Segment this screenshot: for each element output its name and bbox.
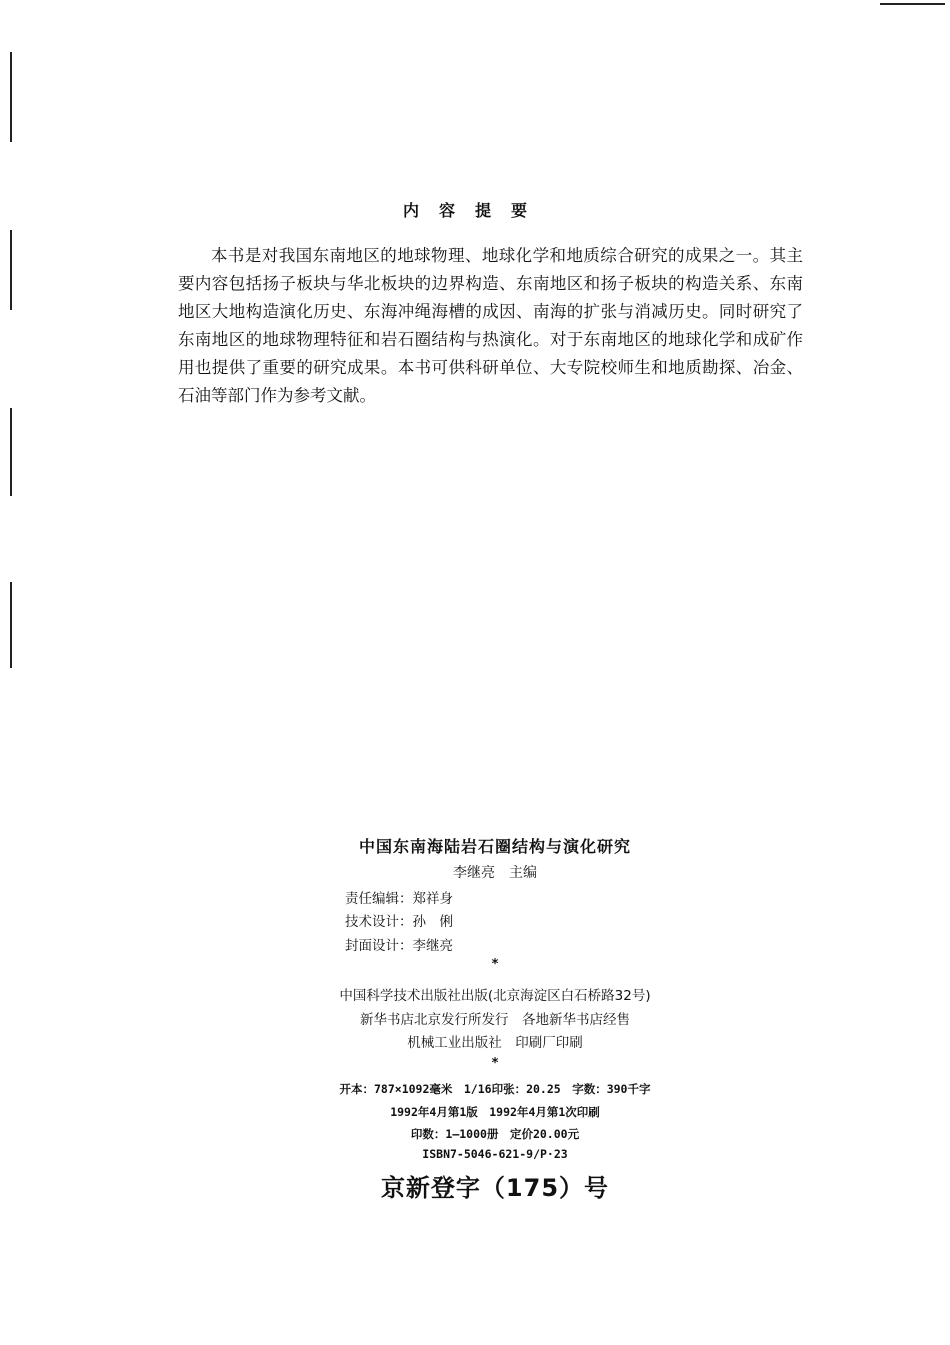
isbn-line: ISBN7-5046-621-9/P·23: [422, 1147, 568, 1161]
abstract-paragraph: 本书是对我国东南地区的地球物理、地球化学和地质综合研究的成果之一。其主要内容包括扬子板块与华北板块的边界构造、东南地区和扬子板块的构造关系、东南地区大地构造演化历史、东海冲绳海槽的成因、南海的扩张与消减历史。同时研究了东南地区的地球物理特征和岩石圈结构与热演化。对于东南地区的地球化学和成矿作用也提供了重要的研究成果。本书可供科研单位、大专院校师生和地质勘探、冶金、石油等部门作为参考文献。: [178, 246, 803, 405]
format-line: 开本：787×1092毫米 1/16印张：20.25 字数：390千字: [339, 1082, 651, 1096]
scan-top-rule: [880, 3, 945, 5]
license-number: 京新登字（175）号: [380, 1174, 610, 1202]
distributor-line: 新华书店北京发行所发行 各地新华书店经售: [360, 1012, 630, 1028]
scan-margin-line: [10, 582, 12, 668]
scan-margin-line: [10, 230, 12, 310]
edition-line: 1992年4月第1版 1992年4月第1次印刷: [390, 1105, 600, 1119]
book-title: 中国东南海陆岩石圈结构与演化研究: [358, 837, 631, 856]
editor-credit: 李继亮 主编: [453, 865, 537, 881]
printer-line: 机械工业出版社 印刷厂印刷: [407, 1035, 583, 1051]
publisher-line: 中国科学技术出版社出版(北京海淀区白石桥路32号): [339, 988, 651, 1004]
separator-star: *: [491, 957, 499, 972]
cover-design: 封面设计：李继亮: [345, 938, 453, 954]
abstract-body: [178, 242, 803, 410]
scan-margin-line: [10, 408, 12, 496]
abstract-title: 内容提要: [402, 201, 547, 220]
scan-margin-line: [10, 52, 12, 142]
print-run-price-line: 印数：1—1000册 定价20.00元: [410, 1127, 580, 1141]
separator-star: *: [491, 1056, 499, 1071]
responsible-editor: 责任编辑：郑祥身: [345, 891, 453, 907]
technical-design: 技术设计：孙 俐: [345, 914, 453, 930]
